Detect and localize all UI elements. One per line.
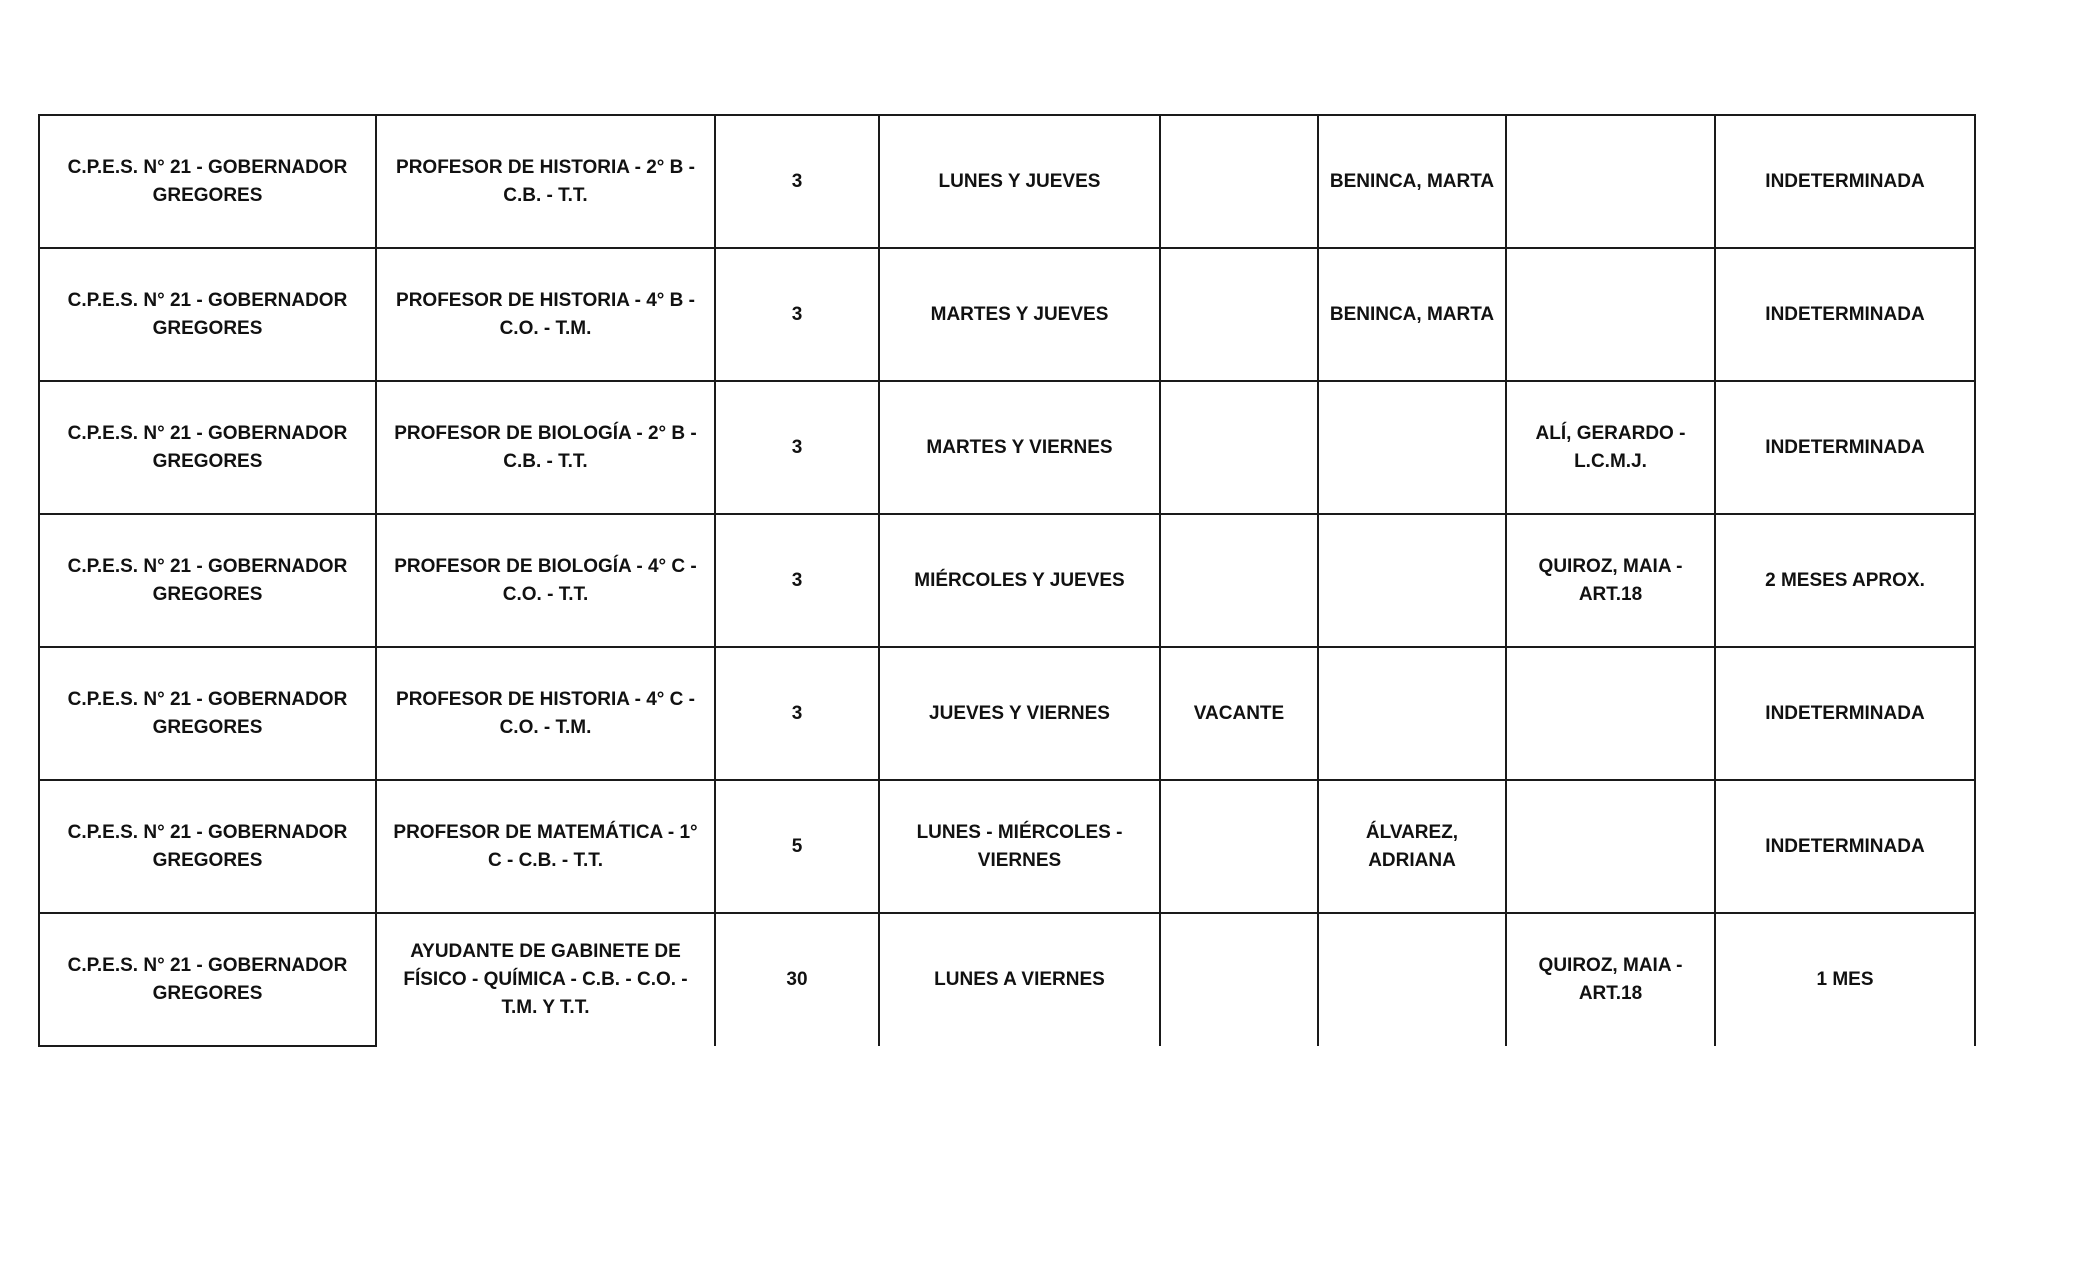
table-row <box>39 647 1975 780</box>
position-cell: PROFESOR DE MATEMÁTICA - 1° C - C.B. - T.T. <box>376 780 715 913</box>
duration-cell: 2 MESES APROX. <box>1715 514 1975 647</box>
table-row <box>39 248 1975 381</box>
vacancy-cell <box>1160 913 1318 1046</box>
duration-cell: INDETERMINADA <box>1715 248 1975 381</box>
days-cell: MARTES Y VIERNES <box>879 381 1160 514</box>
leave-cell <box>1506 115 1715 248</box>
school-cell: C.P.E.S. N° 21 - GOBERNADOR GREGORES <box>39 647 376 780</box>
days-cell: LUNES - MIÉRCOLES - VIERNES <box>879 780 1160 913</box>
holder-cell: BENINCA, MARTA <box>1318 248 1506 381</box>
days-cell: MIÉRCOLES Y JUEVES <box>879 514 1160 647</box>
school-cell: C.P.E.S. N° 21 - GOBERNADOR GREGORES <box>39 248 376 381</box>
position-cell: PROFESOR DE BIOLOGÍA - 2° B - C.B. - T.T. <box>376 381 715 514</box>
vacancy-cell <box>1160 514 1318 647</box>
position-cell: PROFESOR DE HISTORIA - 4° C - C.O. - T.M. <box>376 647 715 780</box>
leave-cell: QUIROZ, MAIA - ART.18 <box>1506 913 1715 1046</box>
holder-cell <box>1318 514 1506 647</box>
hours-cell: 3 <box>715 248 879 381</box>
vacancy-cell: VACANTE <box>1160 647 1318 780</box>
holder-cell: BENINCA, MARTA <box>1318 115 1506 248</box>
hours-cell: 30 <box>715 913 879 1046</box>
table-row <box>39 115 1975 248</box>
table-row <box>39 381 1975 514</box>
school-cell: C.P.E.S. N° 21 - GOBERNADOR GREGORES <box>39 913 376 1046</box>
leave-cell: QUIROZ, MAIA - ART.18 <box>1506 514 1715 647</box>
duration-cell: INDETERMINADA <box>1715 115 1975 248</box>
vacancy-cell <box>1160 780 1318 913</box>
holder-cell: ÁLVAREZ, ADRIANA <box>1318 780 1506 913</box>
hours-cell: 3 <box>715 115 879 248</box>
leave-cell: ALÍ, GERARDO - L.C.M.J. <box>1506 381 1715 514</box>
school-cell: C.P.E.S. N° 21 - GOBERNADOR GREGORES <box>39 115 376 248</box>
vacancy-cell <box>1160 115 1318 248</box>
school-cell: C.P.E.S. N° 21 - GOBERNADOR GREGORES <box>39 514 376 647</box>
hours-cell: 5 <box>715 780 879 913</box>
school-cell: C.P.E.S. N° 21 - GOBERNADOR GREGORES <box>39 780 376 913</box>
hours-cell: 3 <box>715 647 879 780</box>
vacancy-cell <box>1160 248 1318 381</box>
school-cell: C.P.E.S. N° 21 - GOBERNADOR GREGORES <box>39 381 376 514</box>
table-row <box>39 913 1975 1046</box>
duration-cell: INDETERMINADA <box>1715 780 1975 913</box>
duration-cell: 1 MES <box>1715 913 1975 1046</box>
table-row <box>39 514 1975 647</box>
duration-cell: INDETERMINADA <box>1715 647 1975 780</box>
days-cell: LUNES Y JUEVES <box>879 115 1160 248</box>
position-cell: PROFESOR DE HISTORIA - 2° B - C.B. - T.T. <box>376 115 715 248</box>
table-row <box>39 780 1975 913</box>
days-cell: LUNES A VIERNES <box>879 913 1160 1046</box>
holder-cell <box>1318 381 1506 514</box>
leave-cell <box>1506 647 1715 780</box>
vacancy-cell <box>1160 381 1318 514</box>
days-cell: JUEVES Y VIERNES <box>879 647 1160 780</box>
position-cell: PROFESOR DE HISTORIA - 4° B - C.O. - T.M. <box>376 248 715 381</box>
hours-cell: 3 <box>715 514 879 647</box>
days-cell: MARTES Y JUEVES <box>879 248 1160 381</box>
holder-cell <box>1318 913 1506 1046</box>
leave-cell <box>1506 248 1715 381</box>
position-cell: PROFESOR DE BIOLOGÍA - 4° C - C.O. - T.T. <box>376 514 715 647</box>
duration-cell: INDETERMINADA <box>1715 381 1975 514</box>
vacancies-table <box>38 114 1976 1047</box>
hours-cell: 3 <box>715 381 879 514</box>
leave-cell <box>1506 780 1715 913</box>
holder-cell <box>1318 647 1506 780</box>
position-cell: AYUDANTE DE GABINETE DE FÍSICO - QUÍMICA - C.B. - C.O. - T.M. Y T.T. <box>376 913 715 1046</box>
